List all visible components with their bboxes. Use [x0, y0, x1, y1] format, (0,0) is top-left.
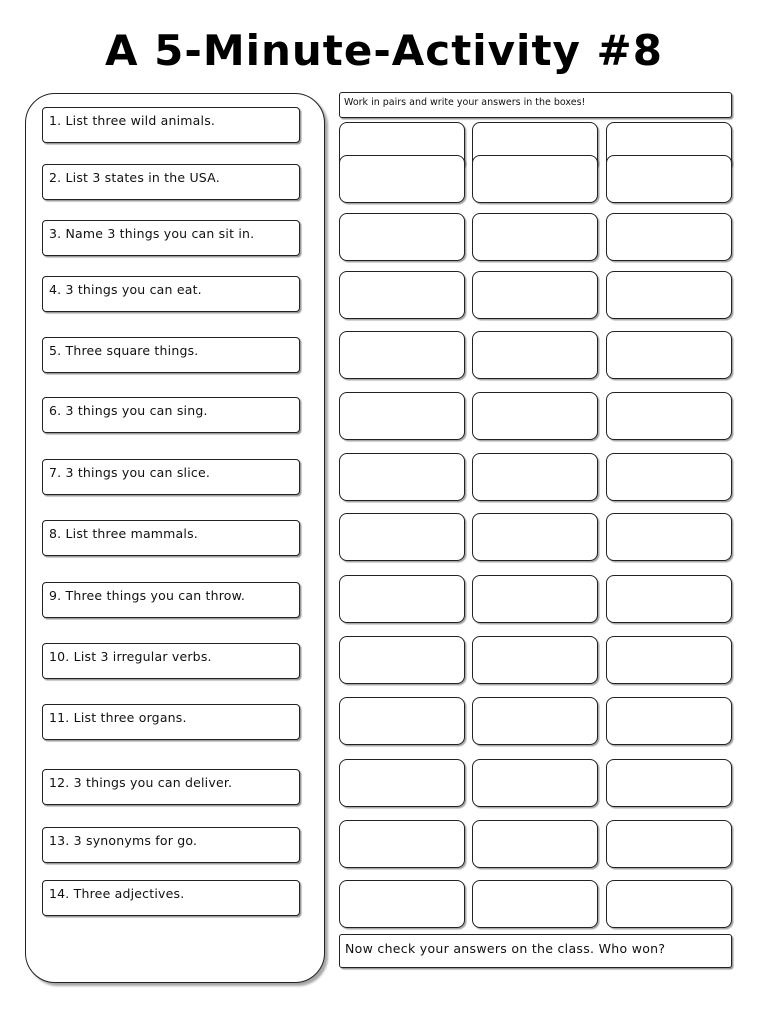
- answer-box[interactable]: [339, 759, 465, 807]
- answer-box[interactable]: [606, 636, 732, 684]
- answer-box[interactable]: [606, 392, 732, 440]
- question-7: 7. 3 things you can slice.: [42, 459, 300, 495]
- answer-box[interactable]: [472, 213, 598, 261]
- question-5: 5. Three square things.: [42, 337, 300, 373]
- answer-box[interactable]: [606, 697, 732, 745]
- question-13: 13. 3 synonyms for go.: [42, 827, 300, 863]
- answer-box[interactable]: [339, 271, 465, 319]
- question-3: 3. Name 3 things you can sit in.: [42, 220, 300, 256]
- answer-box[interactable]: [339, 453, 465, 501]
- answer-box[interactable]: [606, 820, 732, 868]
- question-2: 2. List 3 states in the USA.: [42, 164, 300, 200]
- question-11: 11. List three organs.: [42, 704, 300, 740]
- answer-box[interactable]: [339, 213, 465, 261]
- answer-box[interactable]: [606, 271, 732, 319]
- answer-box[interactable]: [606, 155, 732, 203]
- answer-box[interactable]: [606, 880, 732, 928]
- answer-box[interactable]: [339, 392, 465, 440]
- instruction-box: Work in pairs and write your answers in the boxes!: [339, 92, 732, 118]
- answer-box[interactable]: [472, 880, 598, 928]
- answer-box[interactable]: [472, 575, 598, 623]
- answer-box[interactable]: [339, 155, 465, 203]
- answer-box[interactable]: [606, 453, 732, 501]
- answer-box[interactable]: [339, 880, 465, 928]
- answer-box[interactable]: [606, 213, 732, 261]
- answer-box[interactable]: [472, 513, 598, 561]
- question-1: 1. List three wild animals.: [42, 107, 300, 143]
- question-14: 14. Three adjectives.: [42, 880, 300, 916]
- answer-box[interactable]: [472, 820, 598, 868]
- answer-box[interactable]: [472, 155, 598, 203]
- question-4: 4. 3 things you can eat.: [42, 276, 300, 312]
- question-10: 10. List 3 irregular verbs.: [42, 643, 300, 679]
- answer-box[interactable]: [472, 636, 598, 684]
- answer-box[interactable]: [339, 513, 465, 561]
- answer-box[interactable]: [472, 271, 598, 319]
- answer-box[interactable]: [339, 575, 465, 623]
- footer-box: Now check your answers on the class. Who won?: [339, 934, 732, 968]
- answer-box[interactable]: [472, 759, 598, 807]
- answer-box[interactable]: [339, 820, 465, 868]
- page-title: A 5-Minute-Activity #8: [105, 26, 663, 75]
- answer-box[interactable]: [472, 331, 598, 379]
- question-6: 6. 3 things you can sing.: [42, 397, 300, 433]
- question-12: 12. 3 things you can deliver.: [42, 769, 300, 805]
- question-8: 8. List three mammals.: [42, 520, 300, 556]
- answer-box[interactable]: [339, 697, 465, 745]
- answer-box[interactable]: [606, 575, 732, 623]
- answer-box[interactable]: [606, 331, 732, 379]
- answer-box[interactable]: [606, 759, 732, 807]
- answer-box[interactable]: [339, 331, 465, 379]
- answer-box[interactable]: [472, 697, 598, 745]
- answer-box[interactable]: [606, 513, 732, 561]
- answer-box[interactable]: [472, 453, 598, 501]
- answer-box[interactable]: [472, 392, 598, 440]
- answer-box[interactable]: [339, 636, 465, 684]
- question-9: 9. Three things you can throw.: [42, 582, 300, 618]
